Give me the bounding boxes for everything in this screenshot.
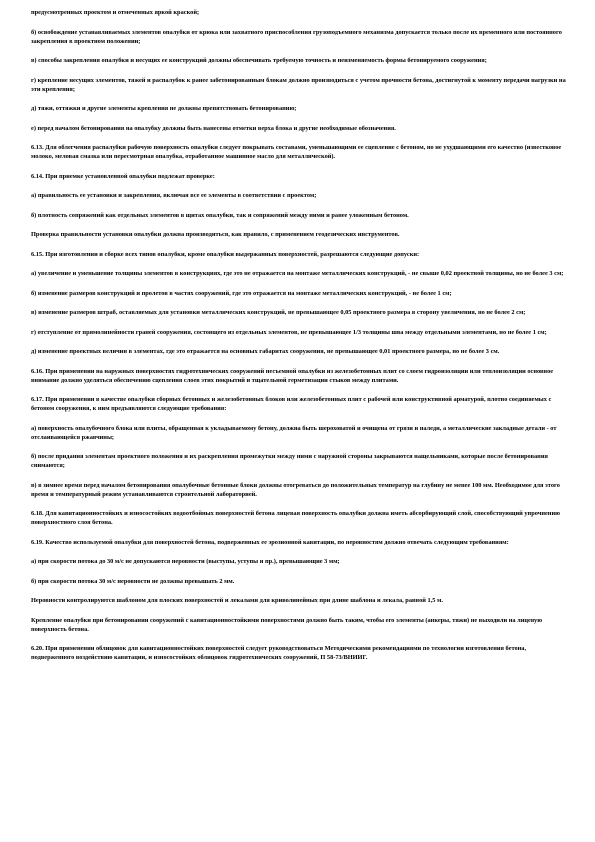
paragraph-21: б) после придания элементам проектного положения и их раскрепления промежутки между ними с наружной стороны закрываются нащельниками, которые после бетонирования снимаются; [31, 453, 548, 469]
paragraph-20: а) поверхность опалубочного блока или плиты, обращенная к укладываемому бетону, должна быть шероховатой и очищена от грязи и наледи, а металлические закладные детали - от отслаивающейся ржавчины; [31, 424, 557, 441]
paragraph-12: 6.15. При изготовлении и сборке всех типов опалубки, кроме опалубки выдержанных поверхностей, разрешаются следующие допуски: [31, 250, 420, 258]
paragraph-5: д) тяжи, оттяжки и другие элементы крепления не должны препятствовать бетонированию; [31, 105, 297, 112]
paragraph-18: 6.16. При применении на наружных поверхностях гидротехнических сооружений несъемной опалубки из железобетонных плит со слоем гидроизоляции или теплоизоляции основное внимание должно уделяться обеспечению сцепления слоев этих покрытий и тщательной герметизации стыков между плитами. [31, 367, 554, 384]
paragraph-4: г) крепление несущих элементов, тяжей и распалубок к ранее забетонированным блокам должно производиться с учетом прочности бетона, достигнутой к моменту передачи нагрузки на эти крепления; [31, 76, 566, 93]
paragraph-9: а) правильность ее установки и закрепления, включая все ее элементы в соответствии с проектом; [31, 192, 317, 199]
paragraph-11: Проверка правильности установки опалубки должна производиться, как правило, с применением геодезических инструментов. [31, 231, 400, 238]
paragraph-25: а) при скорости потока до 30 м/с не допускаются неровности (выступы, уступы и пр.), превышающие 3 мм; [31, 558, 340, 565]
paragraph-10: б) плотность сопряжений как отдельных элементов в щитах опалубки, так и сопряжений между ними и ранее уложенным бетоном. [31, 211, 409, 219]
paragraph-15: в) изменение размеров штраб, оставляемых для установки металлических конструкций, не превышающее 0,05 проектного размера в сторону увеличения, но не более 2 см; [31, 309, 526, 316]
paragraph-3: в) способы закрепления опалубки и несущих ее конструкций должны обеспечивать требуемую точность и неизменяемость формы бетонируемого сооружения; [31, 57, 487, 64]
paragraph-27: Неровности контролируются шаблоном для плоских поверхностей и лекалами для криволинейных при длине шаблона и лекала, равной 1,5 м. [31, 597, 443, 604]
paragraph-7: 6.13. Для облегчения распалубки рабочую поверхность опалубки следует покрывать составами, уменьшающими ее сцепление с бетоном, но не ухудшающими его качество (известковое молоко, меловая смазка или пересмотрная опалубка, отработанное машинное масло для металлической). [31, 144, 562, 160]
paragraph-8: 6.14. При приемке установленной опалубки подлежат проверке: [31, 172, 215, 180]
paragraph-16: г) отступление от прямолинейности граней сооружения, состоящего из отдельных элементов, не превышающее 1/3 толщины шва между отдельными элементами, но не более 1 см; [31, 328, 547, 336]
document-page [31, 8, 569, 662]
paragraph-23: 6.18. Для кавитационностойких и износостойких водоотбойных поверхностей бетона лицевая поверхность опалубки должна иметь абсорбирующий слой, способствующий упрочнению поверхностного слоя бетона. [31, 510, 560, 526]
paragraph-6: е) перед началом бетонирования на опалубку должны быть нанесены отметки верха блока и другие необходимые обозначения. [31, 124, 396, 132]
paragraph-26: б) при скорости потока 30 м/с неровности не должны превышать 2 мм. [31, 577, 235, 585]
paragraph-1: предусмотренных проектом и отмеченных яркой краской; [31, 9, 200, 16]
paragraph-19: 6.17. При применении в качестве опалубки сборных бетонных и железобетонных блоков или железобетонных плит с рабочей или конструктивной арматурой, плотно соединяемых с бетоном сооружения, к ним предъявляются следующие требования: [31, 396, 552, 412]
paragraph-24: 6.19. Качество используемой опалубки для поверхностей бетона, подверженных ее эрозионной кавитации, по неровностям должно отвечать следующим требованиям: [31, 538, 509, 546]
paragraph-17: д) изменение проектных величин в элементах, где это отражается на основных габаритах сооружения, не превышающее 0,01 проектного размера, но не более 3 см. [31, 348, 500, 355]
paragraph-22: в) в зимнее время перед началом бетонирования опалубочные бетонные блоки должны отогреваться до положительных температур на глубину не менее 100 мм. Необходимое для этого время и температурный режим устанавливаются строительной лабораторией. [31, 481, 560, 498]
paragraph-29: 6.20. При применении облицовок для кавитационностойких поверхностей следует руководствоваться Методическими рекомендациями по технологии изготовления бетона, подверженного воздействию кавитации, и износостойких облицовок гидротехнических сооружений, П 58-73/ВНИИГ. [31, 645, 527, 661]
paragraph-13: а) увеличение и уменьшение толщины элементов в конструкциях, где это не отражается на монтаже металлических конструкций, - не свыше 0,02 проектной толщины, но не более 3 см; [31, 270, 564, 277]
paragraph-14: б) изменение размеров конструкций и пролетов в частях сооружений, где это отражается на монтаже металлических конструкций, - не более 1 см; [31, 289, 452, 297]
paragraph-2: б) освобождение устанавливаемых элементов опалубки от крюка или захватного приспособления грузоподъемного механизма допускается только после их временного или постоянного закрепления в проектном положении; [31, 28, 562, 45]
paragraph-28: Крепление опалубки при бетонировании сооружений с кавитационностойкими поверхностями должно быть таким, чтобы его элементы (анкеры, тяжи) не выходили на лицевую поверхность бетона. [31, 616, 543, 633]
